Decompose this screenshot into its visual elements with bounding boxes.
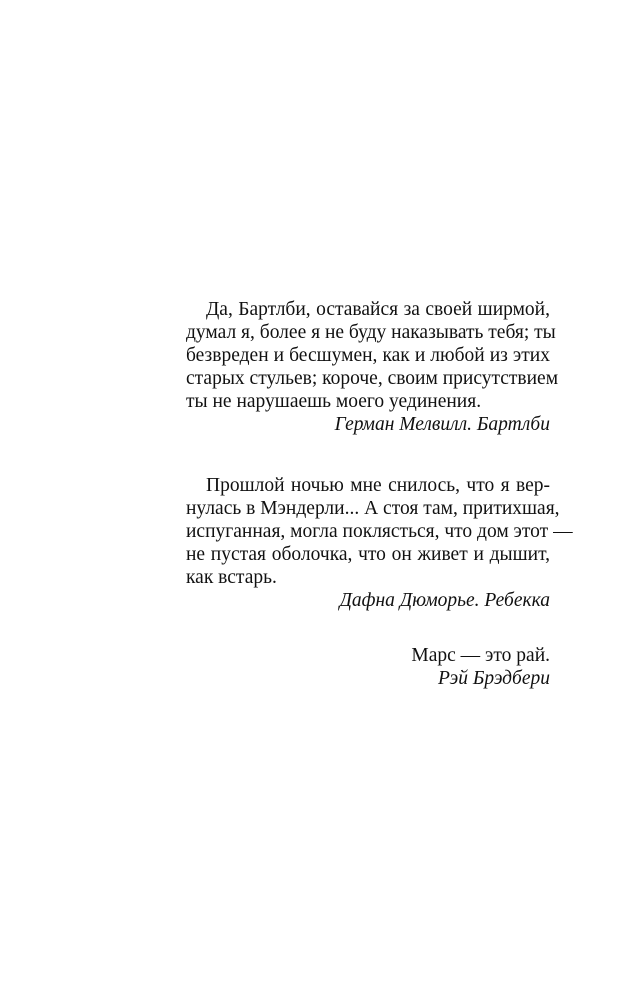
quote-line: безвреден и бесшумен, как и любой из этих [186, 345, 550, 366]
quote-line: как встарь. [186, 567, 277, 588]
epigraph-attribution: Герман Мелвилл. Бартлби [334, 414, 550, 435]
quote-line: Марс — это рай. [411, 645, 550, 666]
quote-line: Да, Бартлби, оставайся за своей ширмой, [206, 299, 550, 320]
quote-line: Прошлой ночью мне снилось, что я вер- [206, 475, 550, 496]
epigraph-quote [186, 298, 559, 413]
epigraph-quote [186, 474, 573, 589]
epigraph-quote [186, 644, 550, 667]
epigraph-melville [186, 298, 559, 436]
epigraph-bradbury [186, 644, 550, 690]
quote-line: не пустая оболочка, что он живет и дышит, [186, 544, 550, 565]
quote-line: нулась в Мэндерли... А стоя там, притихшая, [186, 498, 560, 519]
quote-line: ты не нарушаешь моего уединения. [186, 391, 482, 412]
epigraph-attribution: Дафна Дюморье. Ребекка [339, 590, 550, 611]
quote-line: думал я, более я не буду наказывать тебя; ты [186, 322, 556, 343]
quote-line: старых стульев; короче, своим присутствием [186, 368, 559, 389]
quote-line: испуганная, могла поклясться, что дом этот — [186, 521, 573, 542]
epigraph-attribution: Рэй Брэдбери [437, 668, 550, 689]
epigraph-du-maurier [186, 474, 573, 612]
